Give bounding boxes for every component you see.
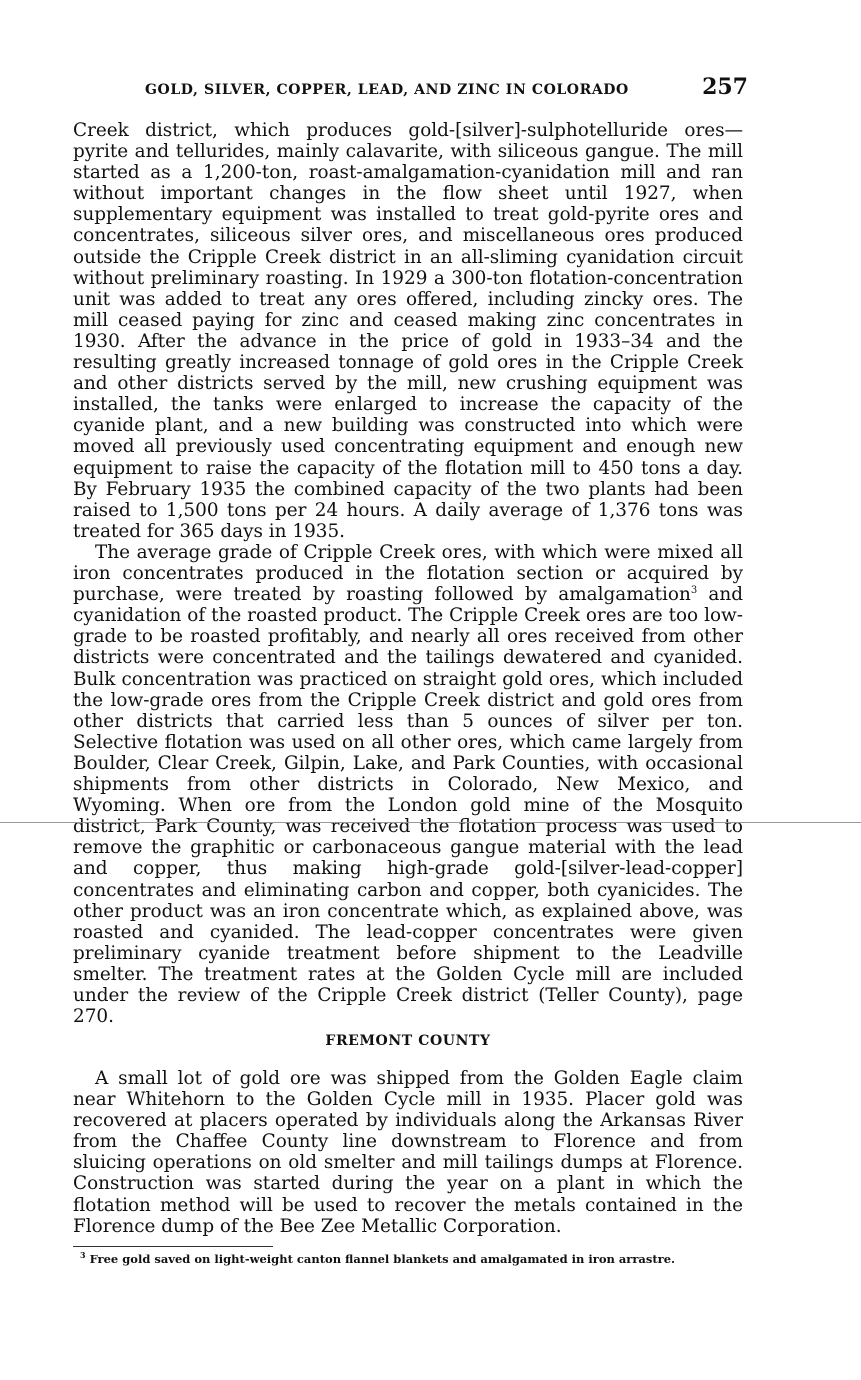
section-heading-fremont-county: FREMONT COUNTY: [325, 1033, 491, 1049]
footnote-text: Free gold saved on light-weight canton flannel blankets and amalgamated in iron arrastre.: [85, 1251, 676, 1266]
running-head: GOLD, SILVER, COPPER, LEAD, AND ZINC IN COLORADO: [145, 82, 629, 98]
paragraph-ore-treatment: [73, 542, 743, 1027]
scan-artifact-line: [0, 822, 861, 823]
paragraph-golden-cycle-mill: Creek district, which produces gold-[silver]-sulphotelluride ores—pyrite and tellurides, mainly calavarite, with siliceous gangue. The mill started as a 1,200-ton, roast-amalgamation-cyanidation mill and ran without important changes in the flow sheet until 1927, when supplementary equipment was installed to treat gold-pyrite ores and concentrates, siliceous silver ores, and miscellaneous ores produced outside the Cripple Creek district in an all-sliming cyanidation circuit without preliminary roasting. In 1929 a 300-ton flotation-concentration unit was added to treat any ores offered, including zincky ores. The mill ceased paying for zinc and ceased making zinc concentrates in 1930. After the advance in the price of gold in 1933–34 and the resulting greatly increased tonnage of gold ores in the Cripple Creek and other districts served by the mill, new crushing equipment was installed, the tanks were enlarged to increase the capacity of the cyanide plant, and a new building was constructed into which were moved all previously used concentrating equipment and enough new equipment to raise the capacity of the flotation mill to 450 tons a day. By February 1935 the combined capacity of the two plants had been raised to 1,500 tons per 24 hours. A daily average of 1,376 tons was treated for 365 days in 1935.: [73, 120, 743, 542]
paragraph-fremont-county: A small lot of gold ore was shipped from the Golden Eagle claim near Whitehorn to the Golden Cycle mill in 1935. Placer gold was recovered at placers operated by individuals along the Arkansas River from the Chaffee County line downstream to Florence and from sluicing operations on old smelter and mill tailings dumps at Florence. Construction was started during the year on a plant in which the flotation method will be used to recover the metals contained in the Florence dump of the Bee Zee Metallic Corporation.: [73, 1068, 743, 1237]
page-header: [73, 74, 748, 102]
paragraph-ore-treatment-part-2: and cyanidation of the roasted product. The Cripple Creek ores are too low-grade to be roasted profitably, and nearly all ores received from other districts were concentrated and the tailings dewatered and cyanided. Bulk concentration was practiced on straight gold ores, which included the low-grade ores from the Cripple Creek district and gold ores from other districts that carried less than 5 ounces of silver per ton. Selective flotation was used on all other ores, which came largely from Boulder, Clear Creek, Gilpin, Lake, and Park Counties, with occasional shipments from other districts in Colorado, New Mexico, and Wyoming. When ore from the London gold mine of the Mosquito district, Park County, was received the flotation process was used to remove the graphitic or carbonaceous gangue material with the lead and copper, thus making high-grade gold-[silver-lead-copper] concentrates and eliminating carbon and copper, both cyanicides. The other product was an iron concentrate which, as explained above, was roasted and cyanided. The lead-copper concentrates were given preliminary cyanide treatment before shipment to the Leadville smelter. The treatment rates at the Golden Cycle mill are included under the review of the Cripple Creek district (Teller County), page 270.: [73, 584, 743, 1028]
footnote-number: 3: [80, 1250, 86, 1260]
paragraph-ore-treatment-part-1: The average grade of Cripple Creek ores, with which were mixed all iron concentrates produced in the flotation section or acquired by purchase, were treated by roasting followed by amalgamation: [73, 542, 743, 606]
footnote-reference: 3: [690, 585, 698, 597]
page-number: 257: [702, 74, 748, 100]
footnote: [80, 1250, 675, 1266]
footnote-divider: [73, 1246, 273, 1247]
